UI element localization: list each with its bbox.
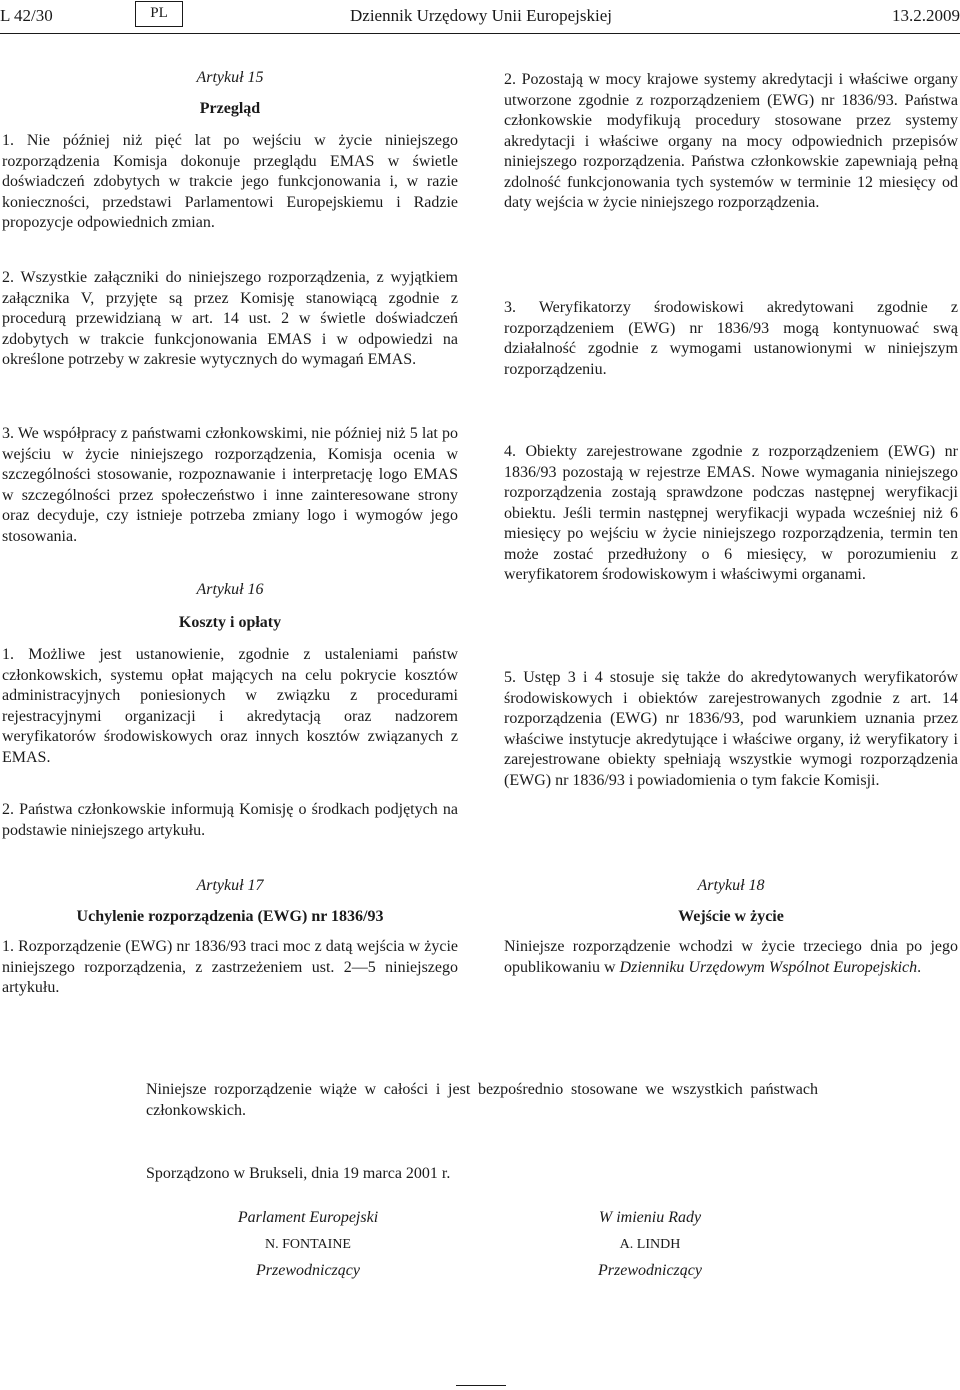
header-rule	[0, 33, 960, 34]
article-17-paragraph-5: 5. Ustęp 3 i 4 stosuje się także do akredytowanych weryfikatorów środowiskowych i obiektów zarejestrowanych zgodnie z art. 14 rozporządzenia (EWG) nr 1836/93, pod warunkiem uznania przez właściwe instytucje akredytujące i właściwe organy, iż weryfikatory i zarejestrowane obiekty spełniają wszystkie wymogi rozporządzenia (EWG) nr 1836/93 i powiadomienia o tym fakcie Komisji.	[504, 669, 958, 789]
end-rule	[456, 1385, 506, 1386]
article-16-title: Koszty i opłaty	[178, 613, 282, 631]
signature-parliament-role: Przewodniczący	[256, 1262, 360, 1279]
article-18-section	[504, 876, 958, 978]
article-17-paragraph-1: 1. Rozporządzenie (EWG) nr 1836/93 traci moc z datą wejścia w życie niniejszego rozporządzenia, z zastrzeżeniem ust. 2—5 niniejszego artykułu.	[2, 938, 458, 996]
article-17-section	[2, 876, 458, 999]
signature-council-name: A. LINDH	[619, 1236, 681, 1252]
article-15-paragraph-2: 2. Wszystkie załączniki do niniejszego rozporządzenia, z wyjątkiem załącznika V, przyjęte są przez Komisję stanowiącą zgodnie z procedurą przewidzianą w art. 14 ust. 2 w świetle doświadczeń zdobytych w trakcie funkcjonowania EMAS i w odpowiedzi na określone potrzeby w zakresie wytycznych do wymagań EMAS.	[2, 269, 458, 368]
signature-parliament-institution: Parlament Europejski	[237, 1209, 379, 1226]
journal-header	[0, 0, 960, 36]
article-16-number: Artykuł 16	[196, 581, 264, 598]
article-15-section	[2, 68, 458, 234]
signature-parliament-name: N. FONTAINE	[265, 1236, 351, 1252]
place-and-date: Sporządzono w Brukseli, dnia 19 marca 2001 r.	[146, 1165, 451, 1182]
signature-council	[520, 1208, 780, 1282]
article-18-title: Wejście w życie	[678, 907, 784, 925]
article-18-text-start: Niniejsze rozporządzenie wchodzi w życie trzeciego dnia po jego opublikowaniu w	[504, 938, 958, 976]
article-15-title: Przegląd	[199, 99, 261, 117]
article-17-title: Uchylenie rozporządzenia (EWG) nr 1836/93	[76, 907, 384, 925]
binding-clause: Niniejsze rozporządzenie wiąże w całości i jest bezpośrednio stosowane we wszystkich państwach członkowskich.	[146, 1081, 818, 1119]
official-journal-name: Dzienniku Urzędowym Wspólnot Europejskich	[619, 958, 918, 976]
article-16-paragraph-2: 2. Państwa członkowskie informują Komisję o środkach podjętych na podstawie niniejszego artykułu.	[2, 801, 458, 839]
article-15-paragraph-3: 3. We współpracy z państwami członkowskimi, nie później niż 5 lat po wejściu w życie niniejszego rozporządzenia, Komisja ocenia w szczególności stosowanie, rozpoznawanie i interpretację logo EMAS w szczególności przez społeczeństwo i inne zainteresowane strony oraz decyduje, czy istnieje potrzeba zmiany logo i wymogów jego stosowania.	[2, 425, 458, 545]
article-18-number: Artykuł 18	[697, 877, 765, 894]
article-18-paragraph-1	[504, 937, 958, 978]
article-18-text-end: .	[917, 958, 922, 976]
article-15-number: Artykuł 15	[196, 69, 264, 86]
page-reference: L 42/30	[0, 6, 53, 25]
signature-parliament	[178, 1208, 438, 1282]
language-badge: PL	[135, 1, 183, 27]
signature-council-institution: W imieniu Rady	[598, 1209, 702, 1226]
signature-council-role: Przewodniczący	[598, 1262, 702, 1279]
article-15-paragraph-1: 1. Nie później niż pięć lat po wejściu w życie niniejszego rozporządzenia Komisja dokonuje przeglądu EMAS w świetle doświadczeń zdobytych w trakcie jego funkcjonowania i, w razie konieczności, przedstawi Parlamentowi Europejskiemu i Radzie propozycje odpowiednich zmian.	[2, 132, 458, 231]
article-17-paragraph-2: 2. Pozostają w mocy krajowe systemy akredytacji i właściwe organy utworzone zgodnie z rozporządzeniem (EWG) nr 1836/93. Państwa członkowskie modyfikują procedury stosowane przez systemy akredytacji i właściwe organy na mocy odpowiednich przepisów niniejszego rozporządzenia. Państwa członkowskie zapewniają pełną zdolność funkcjonowania tych systemów w terminie 12 miesięcy od daty wejścia w życie niniejszego rozporządzenia.	[504, 71, 958, 211]
article-17-number: Artykuł 17	[196, 877, 264, 894]
article-16-paragraph-1: 1. Możliwe jest ustanowienie, zgodnie z ustaleniami państw członkowskich, systemu opłat mających na celu pokrycie kosztów administracyjnych poniesionych w związku z procedurami rejestracyjnymi organizacji i akredytacją oraz nadzorem weryfikatorów środowiskowych oraz innych kosztów związanych z EMAS.	[2, 646, 458, 766]
article-17-paragraph-3: 3. Weryfikatorzy środowiskowi akredytowani zgodnie z rozporządzeniem (EWG) nr 1836/93 mogą kontynuować swą działalność zgodnie z wymogami ustanowionymi w niniejszym rozporządzeniu.	[504, 299, 958, 378]
issue-date: 13.2.2009	[892, 6, 960, 25]
article-16-section	[2, 580, 458, 768]
article-17-paragraph-4: 4. Obiekty zarejestrowane zgodnie z rozporządzeniem (EWG) nr 1836/93 pozostają w rejestrze EMAS. Nowe wymagania niniejszego rozporządzenia zostają sprawdzone podczas następnej weryfikacji obiektu. Jeśli termin następnej weryfikacji wypada wcześniej niż 6 miesięcy po wejściu w życie niniejszego rozporządzenia, termin ten może zostać przedłużony o 6 miesięcy, w porozumieniu z weryfikatorem środowiskowym i właściwymi organami.	[504, 443, 958, 583]
journal-title: Dziennik Urzędowy Unii Europejskiej	[350, 6, 613, 25]
